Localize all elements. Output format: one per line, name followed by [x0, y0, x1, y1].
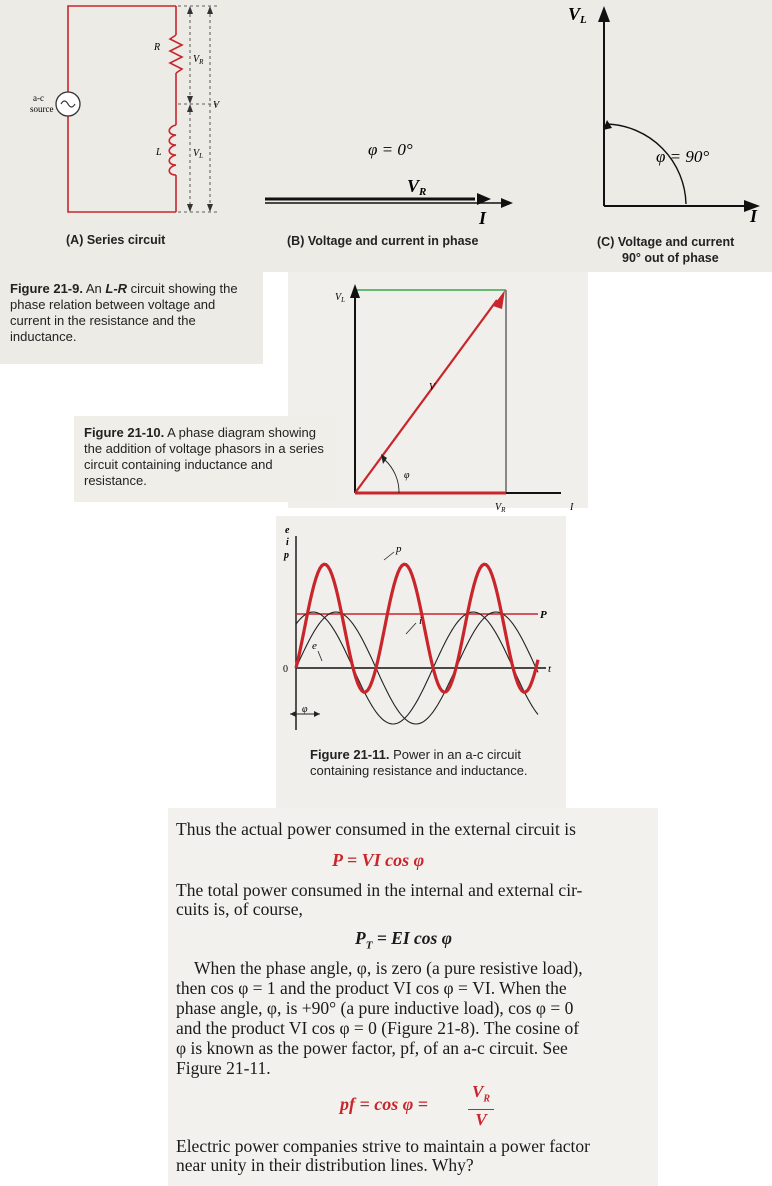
vr-phasor-label: VR — [407, 176, 427, 198]
p-average-label: P — [540, 609, 547, 621]
origin-label: 0 — [283, 664, 288, 675]
p-instant-label: p — [396, 543, 402, 555]
phi-angle-label: φ — [404, 470, 410, 481]
e-curve-label: e — [312, 640, 317, 652]
paragraph-line-4: and the product VI cos φ = 0 (Figure 21-8). The cosine of — [176, 1018, 580, 1038]
figure-21-10-caption-label: Figure 21-10. — [84, 425, 165, 440]
fraction-denominator: V — [475, 1110, 487, 1130]
in-phase-diagram — [265, 0, 515, 230]
source-label-line2: source — [30, 104, 54, 114]
subfigure-c-label-1: (C) Voltage and current — [597, 235, 735, 249]
subfigure-c-label-2: 90° out of phase — [622, 251, 719, 265]
i-curve-label: i — [419, 615, 423, 627]
source-label-line1: a-c — [33, 93, 44, 103]
paragraph-line-2: then cos φ = 1 and the product VI cos φ = VI. When the — [176, 978, 567, 998]
out-of-phase-diagram — [568, 0, 770, 230]
vl-phasor-label: VL — [568, 4, 587, 26]
subfigure-b-label: (B) Voltage and current in phase — [287, 234, 479, 248]
total-power-equation: $P_T$ = EI cos φ — [355, 928, 452, 952]
paragraph-line-6: Figure 21-11. — [176, 1058, 271, 1078]
closing-line-1: Electric power companies strive to maintain a power factor — [176, 1136, 591, 1156]
axis-e-label: e — [285, 525, 290, 536]
figure-21-9-caption-label: Figure 21-9. — [10, 281, 83, 296]
phi-ninety-label: φ = 90° — [656, 147, 710, 166]
closing-line-2: near unity in their distribution lines. Why? — [176, 1155, 474, 1175]
figure-21-11-caption: Figure 21-11. Power in an a-c circuit containing resistance and inductance. — [310, 747, 528, 778]
figure-21-11-caption-label: Figure 21-11. — [310, 747, 390, 762]
series-circuit-diagram — [0, 0, 240, 225]
current-label-b: I — [479, 208, 487, 228]
power-equation: P = VI cos φ — [332, 850, 425, 870]
power-waveform-plot — [276, 516, 566, 746]
power-factor-equation: pf = cos φ = — [340, 1094, 429, 1114]
vl-label: $V_L$ — [193, 148, 204, 160]
subfigure-a-label: (A) Series circuit — [66, 233, 166, 247]
phi-zero-label: φ = 0° — [368, 140, 413, 159]
i-axis-label: I — [570, 502, 574, 513]
fraction-numerator: $V_R$ — [468, 1082, 494, 1110]
paragraph-line-5: φ is known as the power factor, pf, of an a-c circuit. See — [176, 1038, 568, 1058]
v-total-label: V — [213, 100, 220, 111]
paragraph-line-3: phase angle, φ, is +90° (a pure inductive load), cos φ = 0 — [176, 998, 574, 1018]
phasor-sum-diagram — [325, 278, 585, 518]
v-resultant-label: V — [429, 382, 436, 393]
vr-label: $V_R$ — [193, 54, 204, 66]
axis-i-label: i — [286, 537, 289, 548]
vr-axis-label: $V_R$ — [495, 502, 506, 514]
body-line-1: Thus the actual power consumed in the external circuit is — [176, 819, 576, 839]
body-line-2b: cuits is, of course, — [176, 899, 303, 919]
inductor-label: L — [156, 147, 162, 158]
power-factor-fraction — [468, 1082, 494, 1130]
axis-p-label: p — [284, 550, 289, 561]
figure-21-10-caption: Figure 21-10. A phase diagram showing the addition of voltage phasors in a series circuit containing inductance and resistance. — [84, 425, 324, 488]
body-line-2a: The total power consumed in the internal and external cir- — [176, 880, 583, 900]
phi-shift-label: φ — [302, 704, 308, 715]
resistor-label: R — [154, 42, 161, 53]
paragraph-line-1: When the phase angle, φ, is zero (a pure resistive load), — [194, 958, 583, 978]
vl-axis-label: $V_L$ — [335, 292, 346, 304]
t-axis-label: t — [548, 663, 552, 675]
figure-21-9-caption: Figure 21-9. An L-R circuit showing the phase relation between voltage and current in the resistance and the inductance. — [10, 281, 238, 344]
current-label-c: I — [750, 206, 758, 226]
